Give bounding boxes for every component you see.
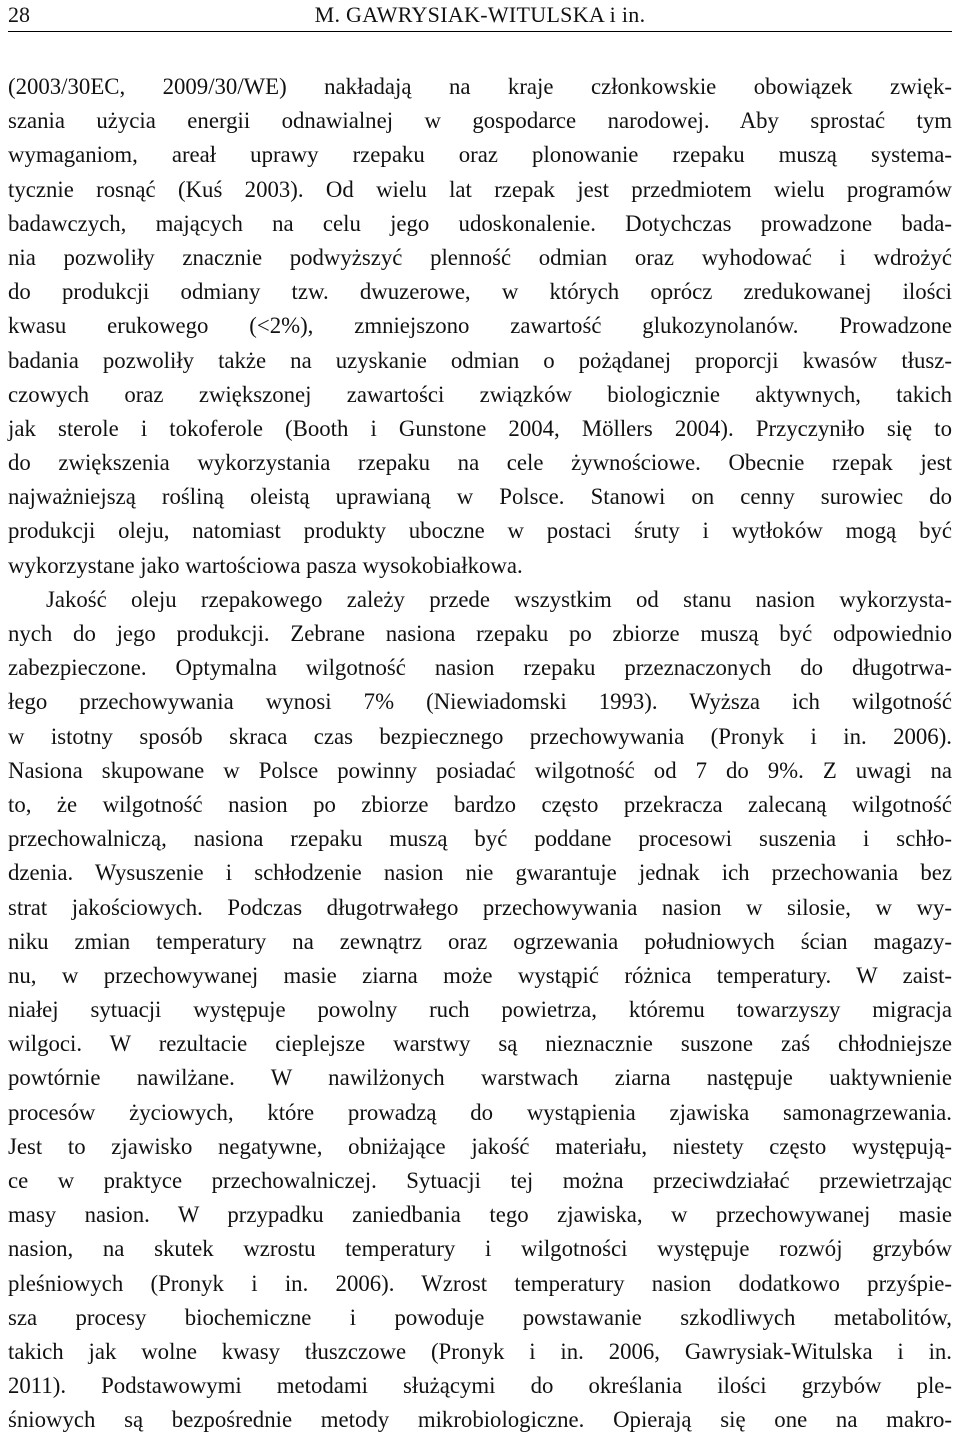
text-line: tycznie rosnąć (Kuś 2003). Od wielu lat rzepak jest przedmiotem wielu programów xyxy=(8,176,952,202)
text-line: niku zmian temperatury na zewnątrz oraz ogrzewania południowych ścian magazy- xyxy=(8,928,952,954)
text-line: najważniejszą rośliną oleistą uprawianą w Polsce. Stanowi on cenny surowiec do xyxy=(8,484,952,510)
text-line: masy nasion. W przypadku zaniedbania tego zjawiska, w przechowywanej masie xyxy=(8,1202,952,1228)
page-header xyxy=(8,0,952,34)
text-line: kwasu erukowego (<2%), zmniejszono zawartość glukozynolanów. Prowadzone xyxy=(8,313,952,339)
text-line: nasion, na skutek wzrostu temperatury i wilgotności występuje rozwój grzybów xyxy=(8,1236,952,1262)
text-line: nia pozwoliły znacznie podwyższyć plenność odmian oraz wyhodować i wdrożyć xyxy=(8,244,952,270)
text-line: Jest to zjawisko negatywne, obniżające jakość materiału, niestety często występują- xyxy=(8,1133,952,1159)
text-line: do produkcji odmiany tzw. dwuzerowe, w których oprócz zredukowanej ilości xyxy=(8,279,952,305)
text-line: takich jak wolne kwasy tłuszczowe (Pronyk i in. 2006, Gawrysiak-Witulska i in. xyxy=(8,1338,952,1364)
text-line: w istotny sposób skraca czas bezpiecznego przechowywania (Pronyk i in. 2006). xyxy=(8,723,952,749)
text-line: zabezpieczone. Optymalna wilgotność nasion rzepaku przeznaczonych do długotrwa- xyxy=(8,655,952,681)
text-line: wykorzystane jako wartościowa pasza wysokobiałkowa. xyxy=(8,552,523,578)
text-line: badawczych, mających na celu jego udoskonalenie. Dotychczas prowadzone bada- xyxy=(8,210,952,236)
page-number: 28 xyxy=(8,2,30,27)
body-text xyxy=(8,70,952,1438)
text-line: jak sterole i tokoferole (Booth i Gunstone 2004, Möllers 2004). Przyczyniło się to xyxy=(8,415,952,441)
text-line: procesów życiowych, które prowadzą do wystąpienia zjawiska samonagrzewania. xyxy=(8,1099,952,1125)
text-line: nu, w przechowywanej masie ziarna może wystąpić różnica temperatury. W zaist- xyxy=(8,962,952,988)
text-line: przechowalniczą, nasiona rzepaku muszą być poddane procesowi suszenia i schło- xyxy=(8,826,952,852)
text-line: wymaganiom, areał uprawy rzepaku oraz plonowanie rzepaku muszą systema- xyxy=(8,142,952,168)
text-line: to, że wilgotność nasion po zbiorze bardzo często przekracza zalecaną wilgotność xyxy=(8,791,952,817)
text-line: Jakość oleju rzepakowego zależy przede wszystkim od stanu nasion wykorzysta- xyxy=(46,586,952,612)
text-line: Nasiona skupowane w Polsce powinny posiadać wilgotność od 7 do 9%. Z uwagi na xyxy=(8,757,952,783)
text-line: ce w praktyce przechowalniczej. Sytuacji tej można przeciwdziałać przewietrzając xyxy=(8,1168,952,1193)
text-line: wilgoci. W rezultacie cieplejsze warstwy są nieznacznie suszone zaś chłodniejsze xyxy=(8,1031,952,1057)
text-line: 2011). Podstawowymi metodami służącymi do określania ilości grzybów ple- xyxy=(8,1373,952,1399)
text-line: szania użycia energii odnawialnej w gospodarce narodowej. Aby sprostać tym xyxy=(8,108,952,134)
text-line: produkcji oleju, natomiast produkty uboczne w postaci śruty i wytłoków mogą być xyxy=(8,518,952,544)
text-line: nych do jego produkcji. Zebrane nasiona rzepaku po zbiorze muszą być odpowiednio xyxy=(8,621,952,646)
text-line: (2003/30EC, 2009/30/WE) nakładają na kraje członkowskie obowiązek zwięk- xyxy=(8,74,952,99)
text-line: do zwiększenia wykorzystania rzepaku na cele żywnościowe. Obecnie rzepak jest xyxy=(8,450,952,476)
text-line: pleśniowych (Pronyk i in. 2006). Wzrost temperatury nasion dodatkowo przyśpie- xyxy=(8,1270,952,1296)
text-line: badania pozwoliły także na uzyskanie odmian o pożądanej proporcji kwasów tłusz- xyxy=(8,347,952,373)
text-line: czowych oraz zwiększonej zawartości związków biologicznie aktywnych, takich xyxy=(8,381,952,407)
header-rule xyxy=(8,31,952,32)
text-line: dzenia. Wysuszenie i schłodzenie nasion nie gwarantuje jednak ich przechowania bez xyxy=(8,860,952,886)
text-line: śniowych są bezpośrednie metody mikrobiologiczne. Opierają się one na makro- xyxy=(8,1407,952,1433)
text-line: niałej sytuacji występuje powolny ruch powietrza, któremu towarzyszy migracja xyxy=(8,997,952,1023)
text-line: powtórnie nawilżane. W nawilżonych warstwach ziarna następuje uaktywnienie xyxy=(8,1065,952,1091)
text-line: sza procesy biochemiczne i powoduje powstawanie szkodliwych metabolitów, xyxy=(8,1304,952,1330)
running-head: M. GAWRYSIAK-WITULSKA i in. xyxy=(314,2,646,27)
text-line: strat jakościowych. Podczas długotrwałego przechowywania nasion w silosie, w wy- xyxy=(8,894,952,920)
text-line: łego przechowywania wynosi 7% (Niewiadomski 1993). Wyższa ich wilgotność xyxy=(8,689,952,715)
